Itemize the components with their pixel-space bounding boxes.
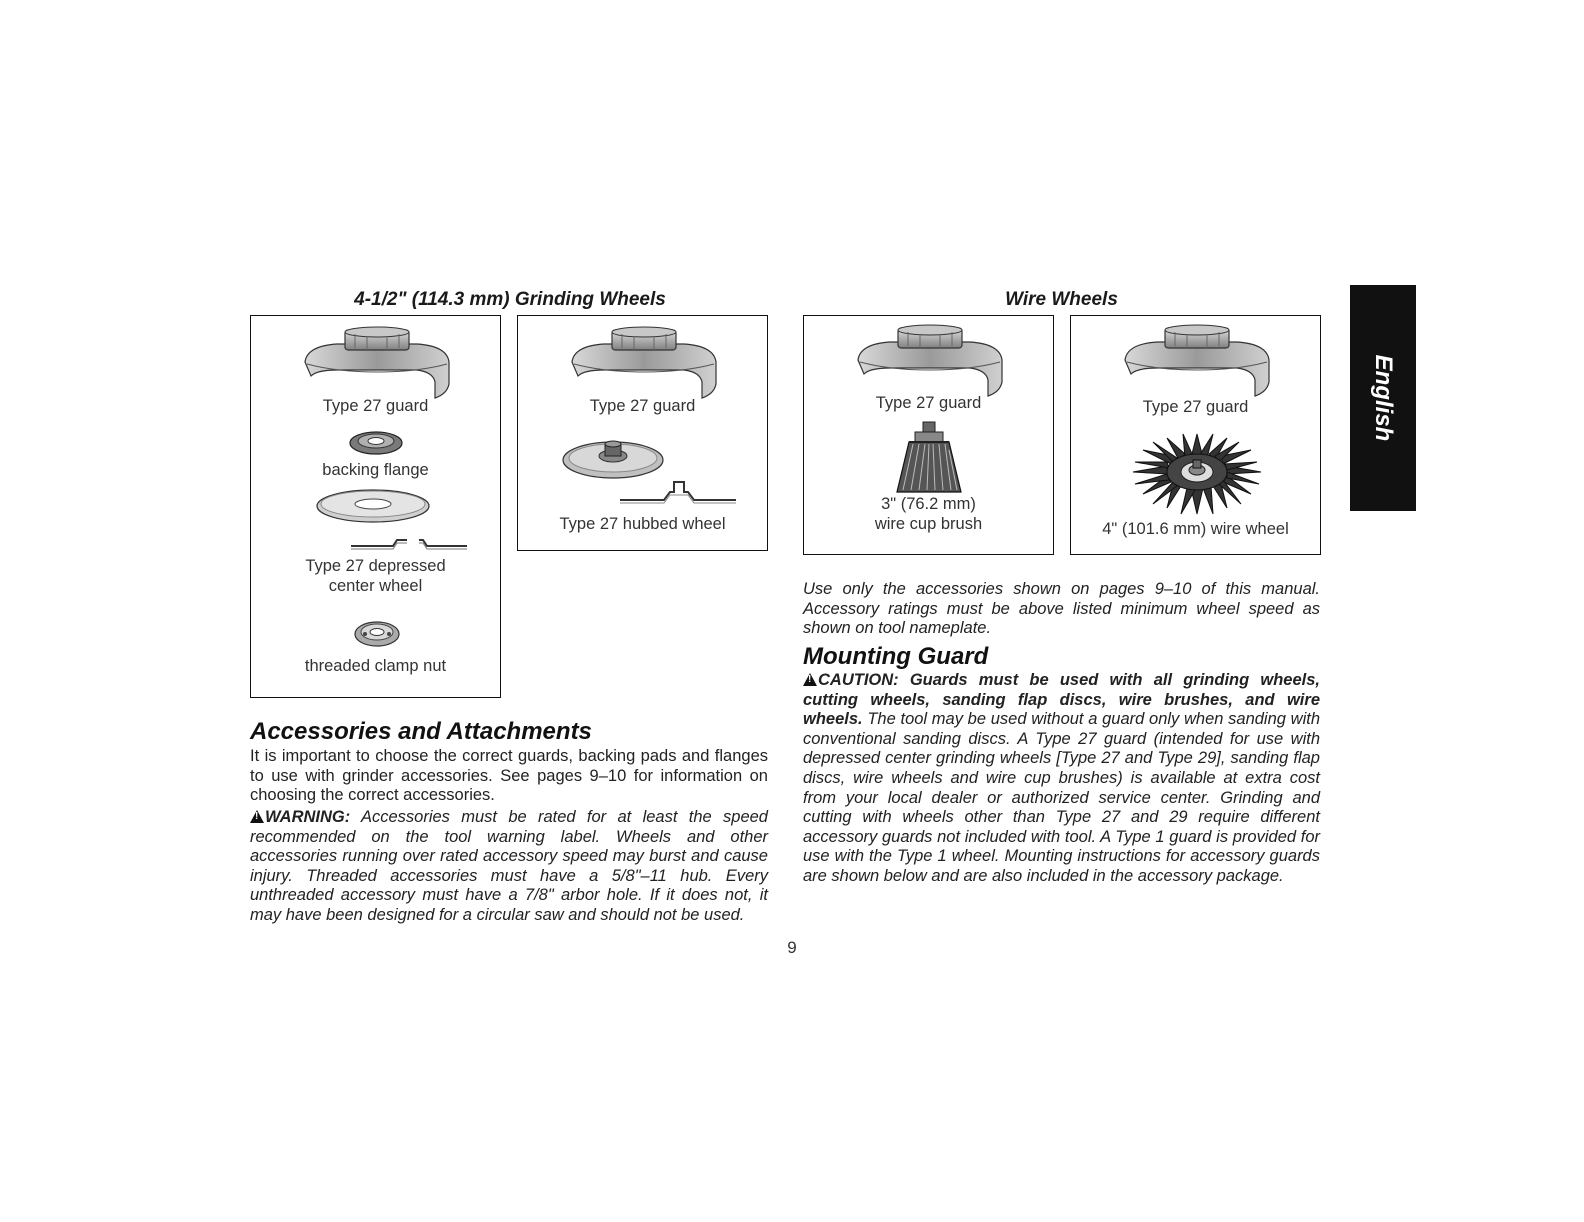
depressed-wheel-caption-line2: center wheel [328,577,423,595]
wire-cup-brush-illustration [889,420,969,500]
caution-label: CAUTION: [818,671,899,689]
backing-flange-caption: backing flange [322,461,429,479]
page-number: 9 [787,938,797,957]
warning-icon [250,810,264,823]
figure-box-hubbed-wheel [517,315,768,551]
wire-wheel-caption: 4" (101.6 mm) wire wheel [1102,520,1289,538]
depressed-wheel-caption-line1: Type 27 depressed [305,557,446,575]
guard-caption: Type 27 guard [322,397,429,415]
hubbed-wheel-caption: Type 27 hubbed wheel [559,515,726,533]
caution-text: The tool may be used without a guard only when sanding with conventional sanding discs. A Type 27 guard (intended for use with depressed center grinding wheels [Type 27 and Type 29], sanding flap discs, wire wheels and wire cup brushes) is available at extra cost from your local dealer or authorized service center. Grinding and cutting with wheels other than Type 27 and 29 require different accessory guards not included with tool. A Type 1 guard is provided for use with the Type 1 wheel. Mounting instructions for accessory guards are shown below and are also included in the accessory package. [803,710,1320,885]
language-tab [1350,285,1416,511]
type-27-guard-illustration [850,322,1010,402]
figure-box-wire-cup-brush [803,315,1054,555]
accessories-intro: It is important to choose the correct guards, backing pads and flanges to use with grinder accessories. See pages 9–10 for information on choosing the correct accessories. [250,747,768,805]
wire-cup-brush-caption-line2: wire cup brush [874,515,983,533]
accessory-usage-note: Use only the accessories shown on pages 9–10 of this manual. Accessory ratings must be above listed minimum wheel speed as shown on tool nameplate. [803,580,1320,638]
type-27-guard-illustration [564,324,724,404]
type-27-guard-illustration [1117,322,1277,402]
guard-caption: Type 27 guard [589,397,696,415]
guard-caption: Type 27 guard [1142,398,1249,416]
clamp-nut-caption: threaded clamp nut [304,657,447,675]
backing-flange-illustration [346,428,406,458]
mounting-guard-heading: Mounting Guard [803,643,989,670]
caution-icon [803,673,817,686]
wire-wheels-title: Wire Wheels [1005,289,1118,310]
guard-caption: Type 27 guard [875,394,982,412]
caution-bold-text: Guards must be used with all grinding wheels, cutting wheels, sanding flap discs, wire brushes, and wire wheels. [803,671,1320,729]
type-27-guard-illustration [297,324,457,404]
hubbed-wheel-profile-illustration [618,476,738,506]
mounting-guard-caution [803,671,1320,887]
threaded-clamp-nut-illustration [347,614,407,654]
depressed-wheel-illustration [313,486,433,526]
figure-box-depressed-center [250,315,501,698]
wire-wheel-illustration [1127,428,1267,518]
warning-label: WARNING: [265,808,351,826]
grinding-wheels-title: 4-1/2" (114.3 mm) Grinding Wheels [354,289,666,310]
figure-box-wire-wheel [1070,315,1321,555]
accessories-heading: Accessories and Attachments [250,718,592,745]
accessories-warning [250,808,768,926]
language-tab-label: English [1370,354,1397,442]
wire-cup-brush-caption-line1: 3" (76.2 mm) [881,495,976,513]
warning-text: Accessories must be rated for at least the speed recommended on the tool warning label. Wheels and other accessories running over rated accessory speed may burst and cause injury. Threaded accessories must have a 5/8"–11 hub. Every unthreaded accessory must have a 7/8" arbor hole. If it does not, it may have been designed for a circular saw and should not be used. [250,808,768,924]
depressed-wheel-profile-illustration [349,534,469,554]
